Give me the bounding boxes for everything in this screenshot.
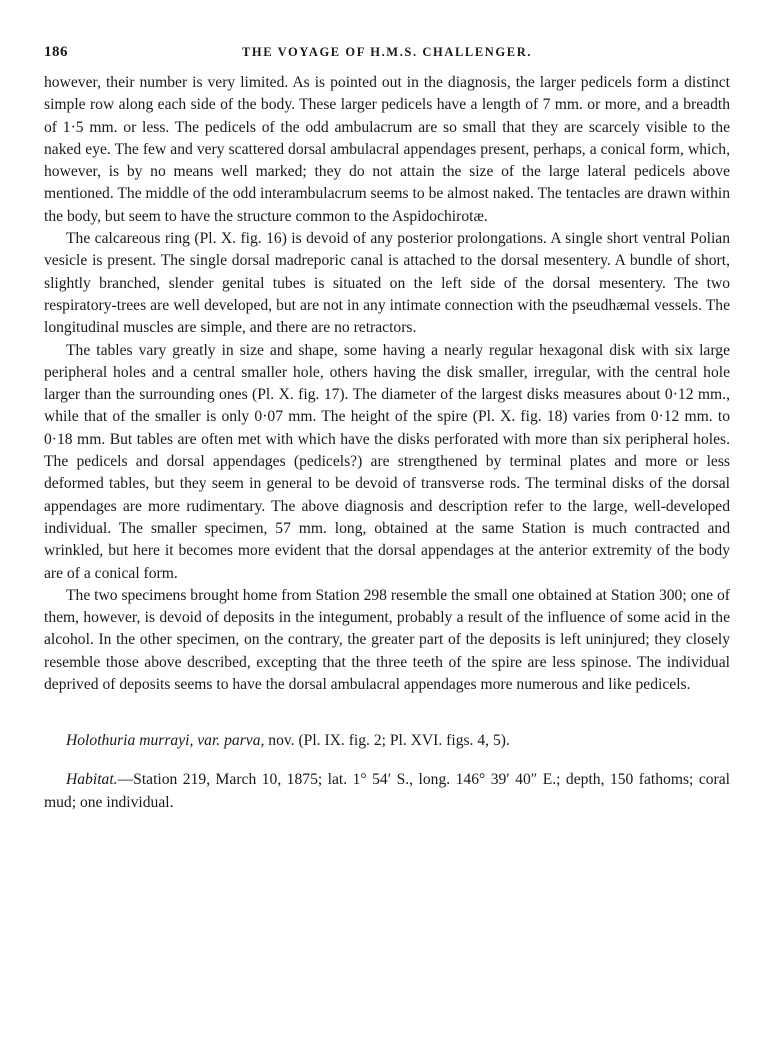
habitat-label: Habitat.: [66, 770, 118, 788]
habitat-text: —Station 219, March 10, 1875; lat. 1° 54′ S., long. 146° 39′ 40″ E.; depth, 150 fathoms; coral mud; one individual.: [44, 770, 730, 811]
habitat-paragraph: [44, 768, 730, 814]
body-text: [44, 72, 730, 696]
page-header: [44, 30, 730, 64]
page-number: 186: [44, 44, 68, 60]
species-taxon-name: Holothuria murrayi, var. parva,: [66, 732, 265, 750]
document-page: [44, 30, 730, 830]
species-reference: nov. (Pl. IX. fig. 2; Pl. XVI. figs. 4, 5).: [264, 732, 510, 750]
species-heading: [44, 730, 730, 752]
paragraph-1: however, their number is very limited. As is pointed out in the diagnosis, the larger pedicels form a distinct simple row along each side of the body. These larger pedicels have a length of 7 mm. or more, and a breadth of 1·5 mm. or less. The pedicels of the odd ambulacrum are so small that they are scarcely visible to the naked eye. The few and very scattered dorsal ambulacral appendages present, perhaps, a conical form, which, however, is by no means well marked; they do not attain the size of the large lateral pedicels above mentioned. The middle of the odd interambulacrum seems to be almost naked. The tentacles are drawn within the body, but seem to have the structure common to the Aspidochirotæ.: [44, 74, 730, 225]
running-title: THE VOYAGE OF H.M.S. CHALLENGER.: [241, 45, 533, 59]
paragraph-2: The calcareous ring (Pl. X. fig. 16) is devoid of any posterior prolongations. A single short ventral Polian vesicle is present. The single dorsal madreporic canal is attached to the dorsal mesentery. A bundle of short, slightly branched, slender genital tubes is situated on the left side of the dorsal mesentery. The two respiratory-trees are well developed, but are not in any intimate connection with the pseudhæmal vessels. The longitudinal muscles are simple, and there are no retractors.: [44, 230, 730, 337]
paragraph-4: The two specimens brought home from Station 298 resemble the small one obtained at Station 300; one of them, however, is devoid of deposits in the integument, probably a result of the influence of some acid in the alcohol. In the other specimen, on the contrary, the greater part of the deposits is left uninjured; they closely resemble those above described, excepting that the three teeth of the spire are less spinose. The individual deprived of deposits seems to have the dorsal ambulacral appendages more numerous and like pedicels.: [44, 586, 730, 694]
paragraph-3: The tables vary greatly in size and shape, some having a nearly regular hexagonal disk with six large peripheral holes and a central smaller hole, others having the disk smaller, irregular, with the central hole larger than the surrounding ones (Pl. X. fig. 17). The diameter of the largest disks measures about 0·12 mm., while that of the smaller is only 0·07 mm. The height of the spire (Pl. X. fig. 18) varies from 0·12 mm. to 0·18 mm. But tables are often met with which have the disks perforated with more than six peripheral holes. The pedicels and dorsal appendages (pedicels?) are strengthened by terminal plates and more or less deformed tables, but they seem in general to be devoid of transverse rods. The terminal disks of the dorsal appendages are more rudimentary. The above diagnosis and description refer to the large, well-developed individual. The smaller specimen, 57 mm. long, obtained at the same Station is much contracted and wrinkled, but here it becomes more evident that the dorsal appendages at the anterior extremity of the body are of a conical form.: [44, 341, 730, 582]
